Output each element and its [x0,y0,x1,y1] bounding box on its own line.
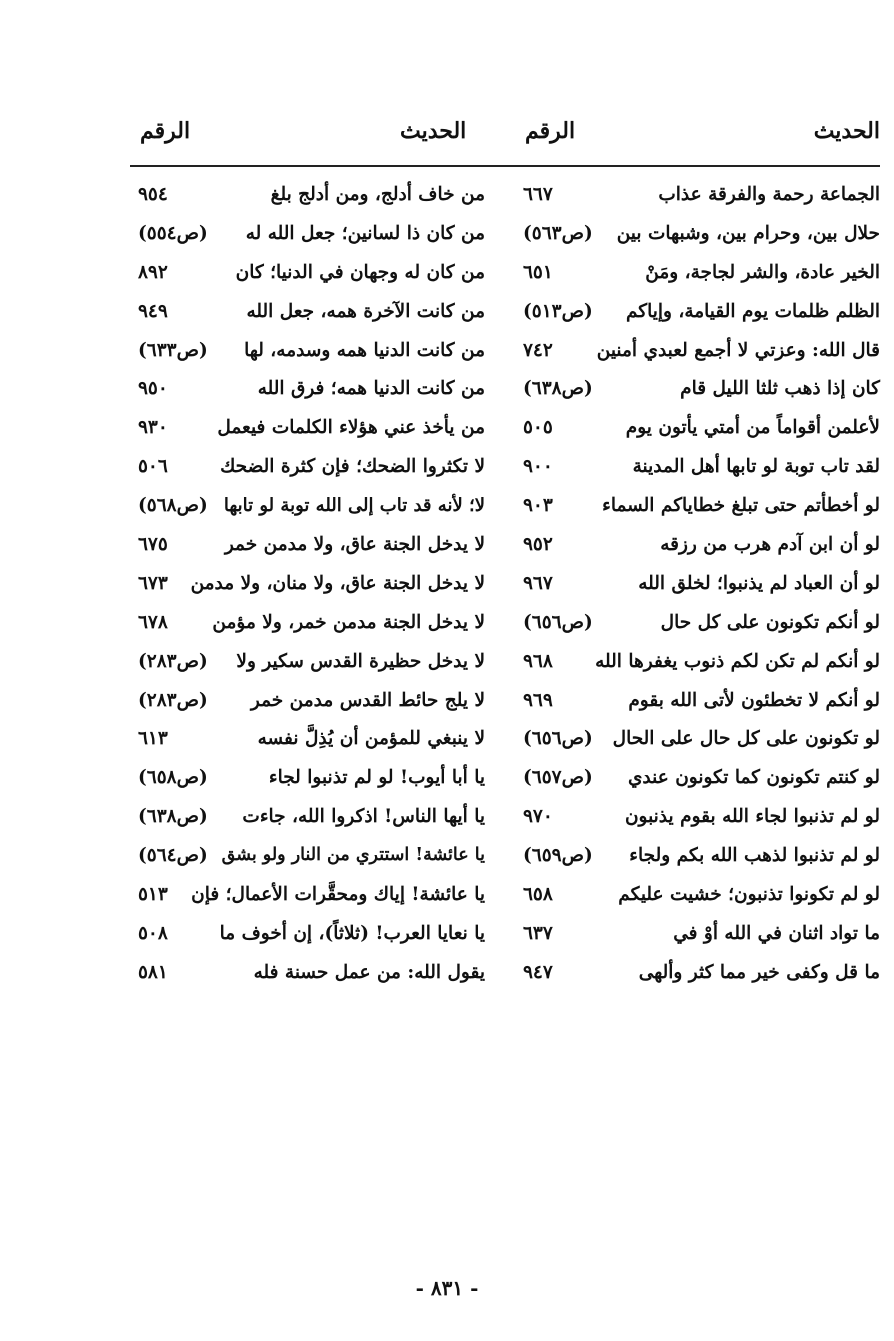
index-row [130,802,485,841]
hadith-text: لو تكونون على كل حال على الحال [612,728,880,750]
hadith-text: كان إذا ذهب ثلثا الليل قام [680,378,880,400]
hadith-text: حلال بين، وحرام بين، وشبهات بين [616,222,880,244]
hadith-text: لا؛ لأنه قد تاب إلى الله توبة لو تابها [223,495,485,517]
index-row [515,686,880,725]
index-row [515,374,880,413]
hadith-number: (ص٢٨٣) [138,650,208,672]
index-row [130,180,485,219]
hadith-number: ٩٦٧ [523,572,553,594]
hadith-number: (ص٦٥٨) [138,767,208,789]
hadith-number: ٩٧٠ [523,806,553,828]
column-headers [130,118,880,152]
header-hadith-right: الحديث [813,118,880,144]
header-number-right: الرقم [525,118,576,144]
hadith-text: يا نعايا العرب! (ثلاثاً)، إن أخوف ما [219,922,485,944]
hadith-number: (ص٦٣٨) [523,378,593,400]
index-row [515,180,880,219]
hadith-number: (ص٦٥٧) [523,767,593,789]
hadith-number: ٦٧٨ [138,611,168,633]
index-row [130,686,485,725]
hadith-number: ٦٥٨ [523,884,553,906]
hadith-text: يا أيها الناس! اذكروا الله، جاءت [242,806,485,828]
index-row [515,647,880,686]
hadith-text: من كانت الآخرة همه، جعل الله [246,300,485,322]
index-row [515,763,880,802]
hadith-text: لو كنتم تكونون كما تكونون عندي [627,767,880,789]
index-row [130,919,485,958]
hadith-text: يقول الله: من عمل حسنة فله [253,961,485,983]
index-row [130,413,485,452]
hadith-number: (ص٥٦٤) [138,845,208,867]
hadith-text: من كان ذا لسانين؛ جعل الله له [245,222,485,244]
hadith-number: ٨٩٢ [138,261,168,283]
hadith-number: (ص٦٥٦) [523,611,593,633]
index-row [515,919,880,958]
index-row [515,413,880,452]
hadith-number: ٦٣٧ [523,922,553,944]
index-row [130,841,485,880]
index-row [130,491,485,530]
index-row [515,491,880,530]
hadith-text: لو أنكم لا تخطئون لأتى الله بقوم [628,689,880,711]
hadith-text: يا عائشة! استتري من النار ولو بشق [221,845,485,866]
hadith-text: لا يلج حائط القدس مدمن خمر [250,689,485,711]
header-rule [130,165,880,167]
hadith-number: ٩٦٩ [523,689,553,711]
hadith-number: ٩٠٠ [523,456,553,478]
hadith-number: ٩٦٨ [523,650,553,672]
hadith-number: ٦٥١ [523,261,553,283]
hadith-text: الخير عادة، والشر لجاجة، ومَنْ [645,261,880,283]
right-column [515,180,880,997]
index-row [130,297,485,336]
hadith-text: من كان له وجهان في الدنيا؛ كان [235,261,485,283]
hadith-number: (ص٦٥٦) [523,728,593,750]
index-row [515,452,880,491]
hadith-text: لو لم تكونوا تذنبون؛ خشيت عليكم [618,884,880,906]
hadith-number: (ص٢٨٣) [138,689,208,711]
index-row [130,880,485,919]
index-row [130,219,485,258]
hadith-number: ٥٨١ [138,961,168,983]
page-number: - ٨٣١ - [415,1276,479,1300]
hadith-number: ٩٣٠ [138,417,168,439]
hadith-number: ٩٥٤ [138,184,168,205]
hadith-number: ٦٧٣ [138,572,168,594]
hadith-text: من خاف أدلج، ومن أدلج بلغ [270,184,485,205]
hadith-number: ٦٦٧ [523,184,553,205]
hadith-number: ٧٤٢ [523,339,553,361]
hadith-number: ٦١٣ [138,728,168,750]
hadith-text: قال الله: وعزتي لا أجمع لعبدي أمنين [596,339,880,361]
hadith-number: ٥٠٨ [138,922,168,944]
hadith-number: ٩٥٠ [138,378,168,400]
index-row [515,530,880,569]
hadith-number: ٦٧٥ [138,534,168,556]
index-row [515,219,880,258]
hadith-number: ٩٤٩ [138,300,168,322]
index-row [515,258,880,297]
index-row [515,336,880,375]
index-row [515,297,880,336]
index-row [515,608,880,647]
hadith-text: من يأخذ عني هؤلاء الكلمات فيعمل [217,417,485,439]
hadith-number: (ص٥١٣) [523,300,593,322]
index-row [515,802,880,841]
hadith-text: ما تواد اثنان في الله أوْ في [673,922,880,944]
hadith-number: ٥٠٥ [523,417,553,439]
hadith-number: ٥٠٦ [138,456,168,478]
hadith-text: يا أبا أيوب! لو لم تذنبوا لجاء [268,767,485,789]
hadith-text: لو أنكم لم تكن لكم ذنوب يغفرها الله [595,650,880,672]
hadith-text: من كانت الدنيا همه وسدمه، لها [244,339,485,361]
hadith-text: لو لم تذنبوا لذهب الله بكم ولجاء [629,845,880,867]
hadith-text: لو أن ابن آدم هرب من رزقه [660,534,880,556]
hadith-text: لو أن العباد لم يذنبوا؛ لخلق الله [638,572,880,594]
hadith-text: لو أخطأتم حتى تبلغ خطاياكم السماء [602,495,880,517]
hadith-text: لا يدخل حظيرة القدس سكير ولا [236,650,485,672]
hadith-number: (ص٦٣٨) [138,806,208,828]
hadith-number: (ص٥٦٣) [523,222,593,244]
hadith-number: ٩٥٢ [523,534,553,556]
index-row [130,724,485,763]
index-row [515,958,880,997]
hadith-text: لقد تاب توبة لو تابها أهل المدينة [632,456,880,478]
hadith-text: يا عائشة! إياك ومحقَّرات الأعمال؛ فإن [191,884,485,906]
hadith-text: لو أنكم تكونون على كل حال [660,611,880,633]
hadith-number: ٥١٣ [138,884,168,906]
index-row [130,336,485,375]
index-row [130,569,485,608]
hadith-text: لا ينبغي للمؤمن أن يُذِلَّ نفسه [257,728,485,750]
index-row [130,647,485,686]
left-column [130,180,485,997]
hadith-number: (ص٥٥٤) [138,222,208,244]
hadith-text: الظلم ظلمات يوم القيامة، وإياكم [625,300,880,322]
index-row [130,763,485,802]
hadith-text: لا يدخل الجنة عاق، ولا منان، ولا مدمن [190,572,485,594]
hadith-text: الجماعة رحمة والفرقة عذاب [658,184,880,205]
index-row [130,258,485,297]
hadith-number: (ص٦٥٩) [523,845,593,867]
hadith-number: ٩٠٣ [523,495,553,517]
hadith-number: (ص٥٦٨) [138,495,208,517]
hadith-text: ما قل وكفى خير مما كثر وألهى [638,961,880,983]
index-row [130,530,485,569]
index-row [515,569,880,608]
index-row [130,608,485,647]
hadith-number: ٩٤٧ [523,961,553,983]
index-row [515,880,880,919]
index-row [515,724,880,763]
hadith-text: لا يدخل الجنة مدمن خمر، ولا مؤمن [212,611,485,633]
index-row [130,374,485,413]
header-number-left: الرقم [140,118,191,144]
index-row [515,841,880,880]
hadith-text: لو لم تذنبوا لجاء الله بقوم يذنبون [624,806,880,828]
hadith-number: (ص٦٣٣) [138,339,208,361]
header-hadith-left: الحديث [400,118,467,144]
hadith-text: لأعلمن أقواماً من أمتي يأتون يوم [625,417,880,439]
index-row [130,452,485,491]
hadith-text: لا يدخل الجنة عاق، ولا مدمن خمر [224,534,485,556]
index-row [130,958,485,997]
hadith-text: من كانت الدنيا همه؛ فرق الله [257,378,485,400]
hadith-text: لا تكثروا الضحك؛ فإن كثرة الضحك [220,456,485,478]
